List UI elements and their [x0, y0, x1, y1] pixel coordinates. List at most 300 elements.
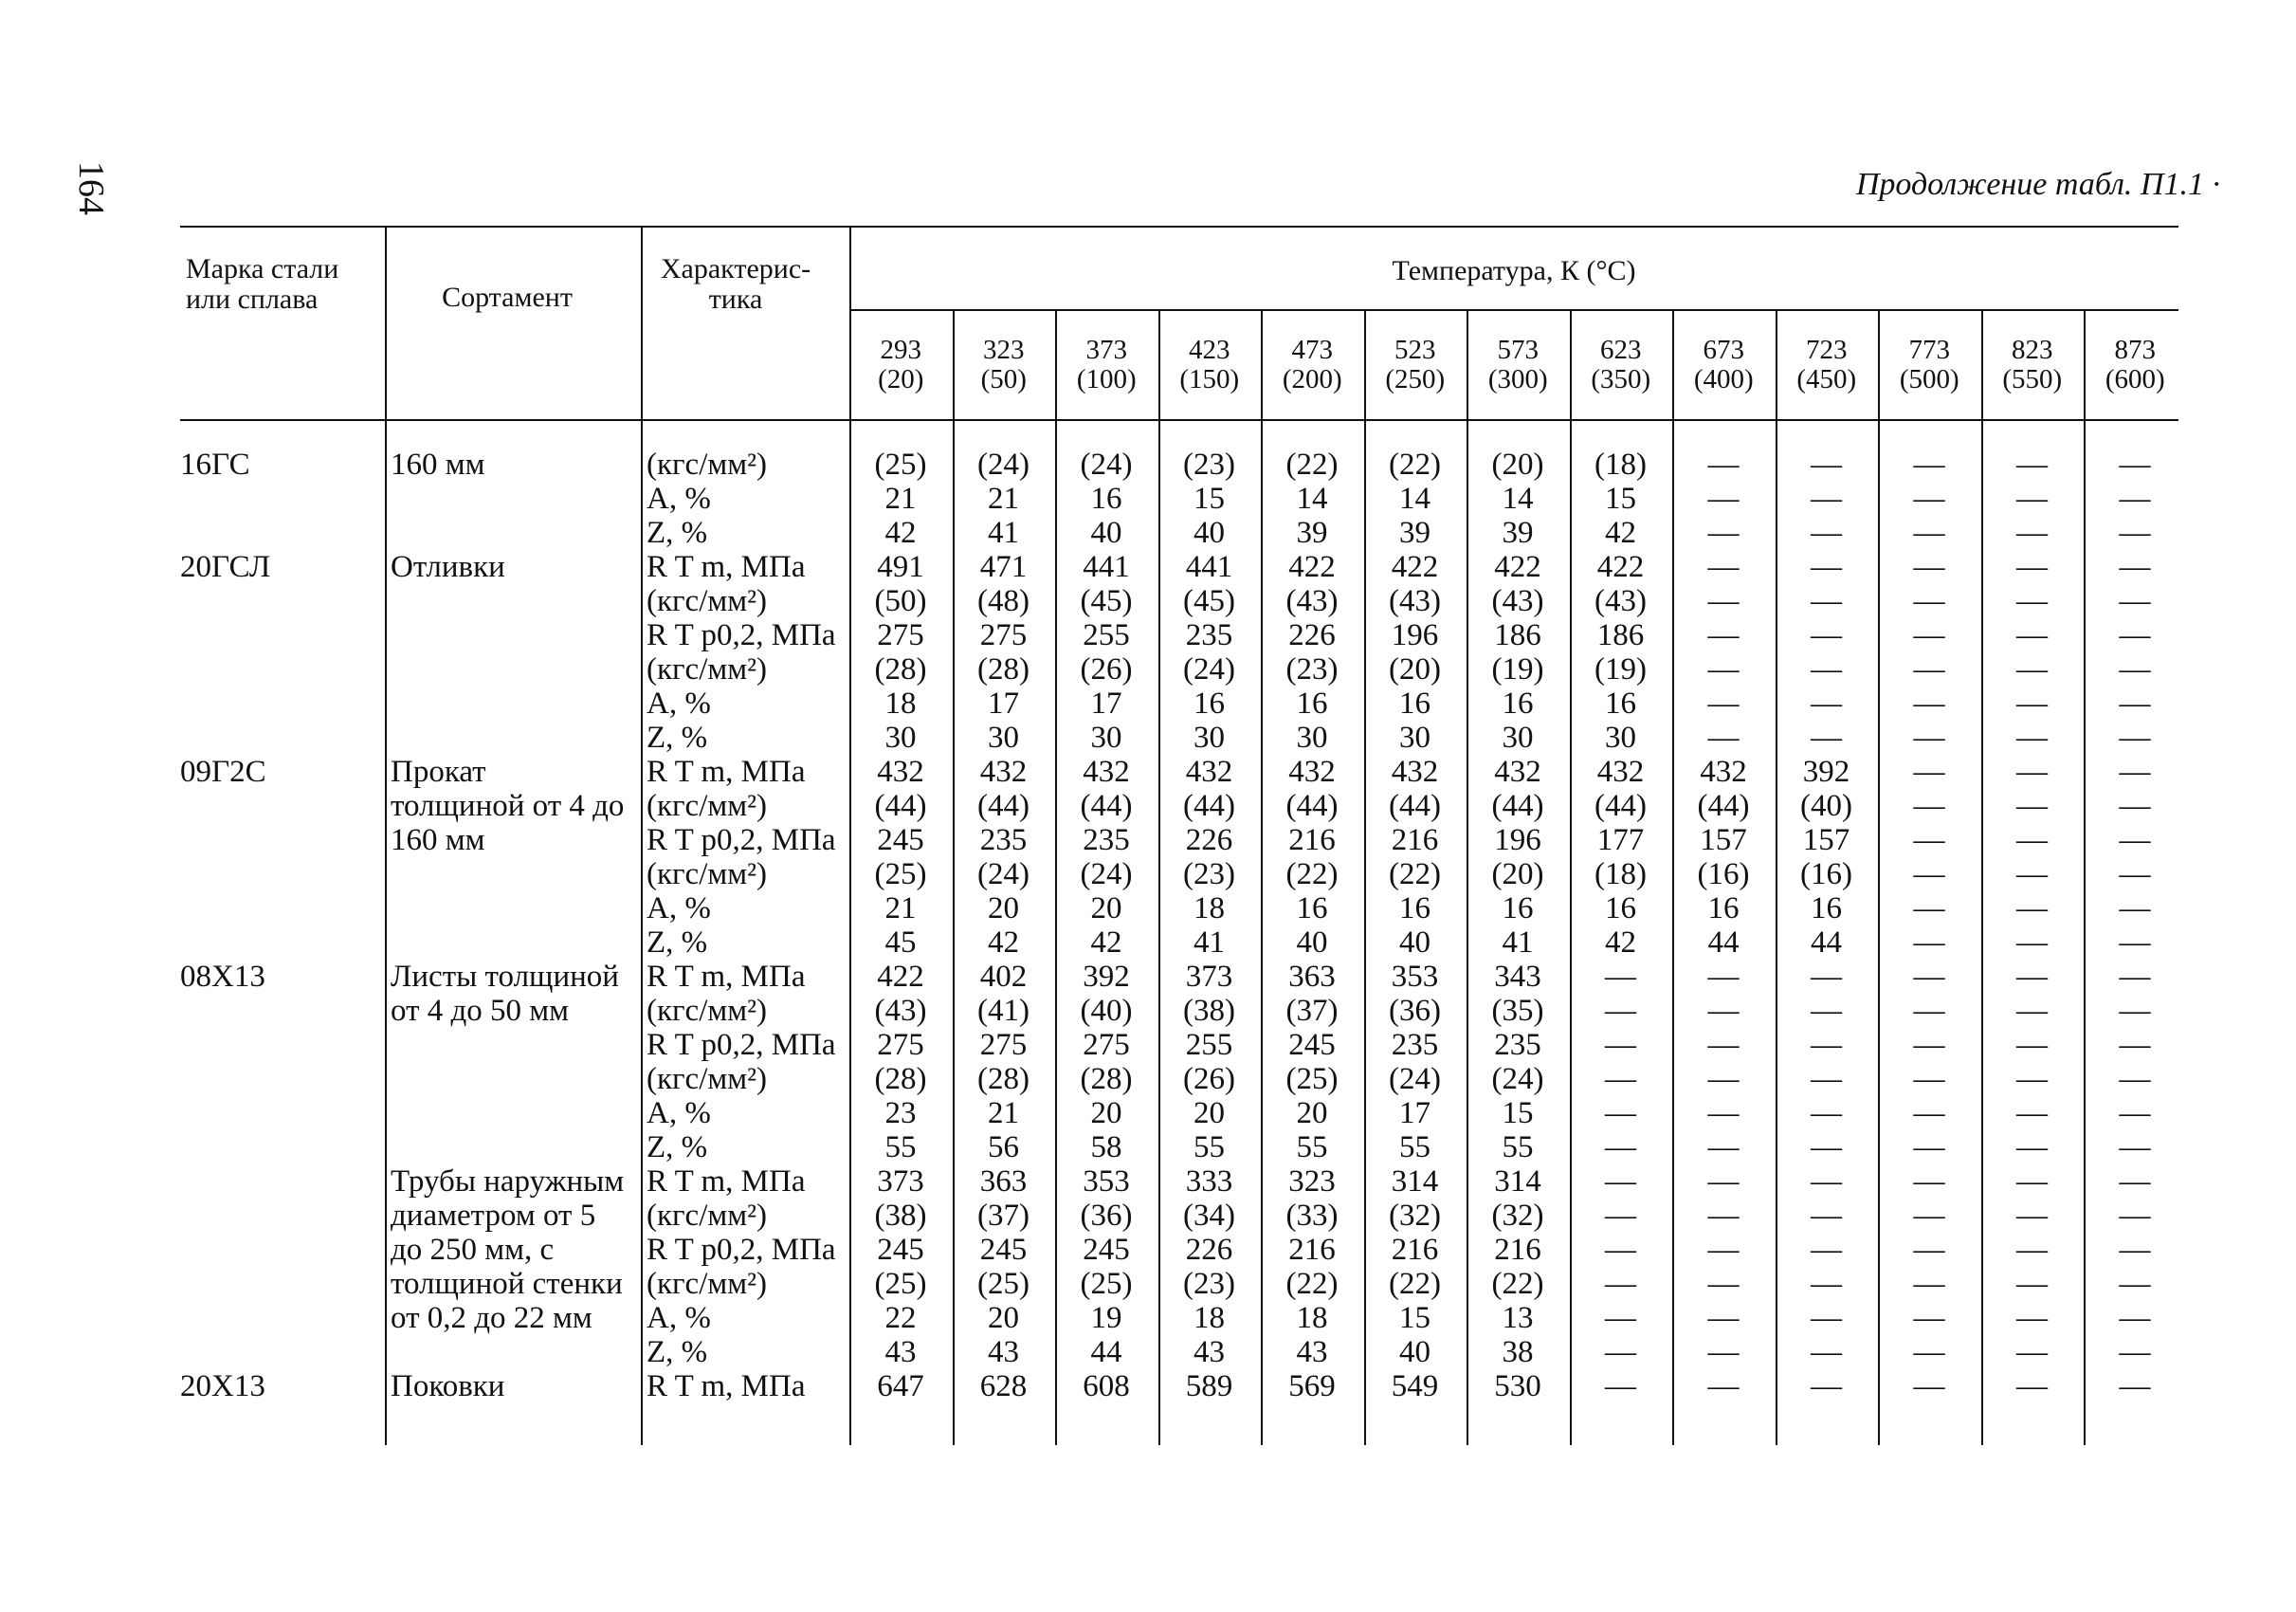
table-cell-value: (32)	[1389, 1199, 1441, 1233]
table-cell-value: (22)	[1285, 857, 1339, 891]
table-cell-value: —	[1811, 687, 1842, 721]
table-cell-value: 15	[1502, 1096, 1534, 1130]
table-cell-value: —	[2016, 721, 2048, 755]
table-cell-value: 44	[1811, 925, 1842, 960]
table-cell-value: —	[1913, 652, 1945, 687]
table-cell-value: 216	[1288, 823, 1336, 857]
temperature-kelvin: 523	[1394, 335, 1436, 365]
table-cell-value: (25)	[874, 1267, 927, 1301]
column-divider	[2084, 309, 2086, 1445]
table-cell-value: —	[2016, 994, 2048, 1028]
table-cell-value: —	[1913, 1335, 1945, 1369]
table-cell-value: —	[2119, 1028, 2151, 1062]
table-cell-value: —	[1811, 1164, 1842, 1199]
table-cell-value: 16	[1090, 482, 1122, 516]
table-cell-value: 16	[1605, 891, 1636, 925]
characteristic: Z, %	[647, 1335, 708, 1369]
temperature-kelvin: 673	[1703, 335, 1744, 365]
table-cell-value: —	[2016, 516, 2048, 550]
table-cell-value: (24)	[1389, 1062, 1441, 1096]
table-cell-value: (20)	[1491, 448, 1544, 482]
table-cell-value: 432	[1391, 755, 1439, 789]
table-cell-value: —	[1811, 1199, 1842, 1233]
table-cell-value: 235	[1391, 1028, 1439, 1062]
table-cell-value: 41	[1502, 925, 1534, 960]
characteristic: R T m, МПа	[647, 550, 806, 584]
table-cell-value: 40	[1090, 516, 1122, 550]
table-cell-value: (37)	[1285, 994, 1339, 1028]
table-cell-value: 628	[979, 1369, 1028, 1403]
table-cell-value: —	[1913, 1130, 1945, 1164]
table-cell-value: 30	[1090, 721, 1122, 755]
table-cell-value: 40	[1296, 925, 1328, 960]
table-cell-value: (23)	[1183, 448, 1235, 482]
table-cell-value: —	[1605, 1233, 1636, 1267]
table-cell-value: —	[2016, 1369, 2048, 1403]
characteristic: Z, %	[647, 516, 708, 550]
column-divider	[1261, 309, 1263, 1445]
table-cell-value: (44)	[1285, 789, 1339, 823]
table-cell-value: 42	[988, 925, 1019, 960]
temperature-celsius: (550)	[2002, 364, 2063, 394]
table-cell-value: —	[2119, 618, 2151, 652]
table-cell-value: 42	[1090, 925, 1122, 960]
table-cell-value: 39	[1399, 516, 1430, 550]
table-cell-value: 40	[1194, 516, 1225, 550]
table-cell-value: 196	[1494, 823, 1541, 857]
characteristic: A, %	[647, 482, 711, 516]
table-cell-value: 226	[1185, 823, 1233, 857]
table-cell-value: —	[2119, 482, 2151, 516]
temperature-column-header	[2084, 336, 2187, 394]
assortment: Прокат толщиной от 4 до 160 мм	[391, 755, 625, 857]
table-cell-value: (16)	[1697, 857, 1750, 891]
table-cell-value: —	[1605, 1130, 1636, 1164]
table-cell-value: —	[1605, 1199, 1636, 1233]
table-cell-value: 16	[1811, 891, 1842, 925]
table-cell-value: 226	[1288, 618, 1336, 652]
table-cell-value: (25)	[874, 857, 927, 891]
temperature-celsius: (100)	[1076, 364, 1137, 394]
characteristic: R T p0,2, МПа	[647, 618, 836, 652]
table-cell-value: —	[2119, 925, 2151, 960]
table-cell-value: (24)	[1080, 448, 1133, 482]
table-cell-value: —	[1811, 1096, 1842, 1130]
table-cell-value: —	[2016, 960, 2048, 994]
table-cell-value: (24)	[977, 448, 1030, 482]
characteristic: A, %	[647, 1096, 711, 1130]
temperature-kelvin: 293	[880, 335, 921, 365]
table-cell-value: 55	[1296, 1130, 1328, 1164]
characteristic: (кгс/мм²)	[647, 448, 768, 482]
table-cell-value: (40)	[1800, 789, 1852, 823]
characteristic: R T m, МПа	[647, 1164, 806, 1199]
table-cell-value: 40	[1399, 1335, 1430, 1369]
table-cell-value: (26)	[1080, 652, 1133, 687]
table-cell-value: —	[2016, 482, 2048, 516]
table-cell-value: 44	[1090, 1335, 1122, 1369]
temperature-column-header	[953, 336, 1056, 394]
table-cell-value: —	[1605, 1164, 1636, 1199]
table-cell-value: 16	[1399, 891, 1430, 925]
characteristic: R T p0,2, МПа	[647, 823, 836, 857]
table-cell-value: —	[1707, 584, 1740, 618]
table-cell-value: 18	[1296, 1301, 1328, 1335]
table-cell-value: 245	[979, 1233, 1028, 1267]
table-cell-value: (25)	[1285, 1062, 1339, 1096]
table-cell-value: (24)	[1080, 857, 1133, 891]
table-cell-value: 18	[1194, 891, 1225, 925]
table-cell-value: —	[1913, 960, 1945, 994]
characteristic: R T p0,2, МПа	[647, 1233, 836, 1267]
table-cell-value: 19	[1090, 1301, 1122, 1335]
table-cell-value: (32)	[1491, 1199, 1544, 1233]
characteristic: A, %	[647, 1301, 711, 1335]
table-cell-value: —	[1811, 448, 1842, 482]
temperature-celsius: (300)	[1487, 364, 1548, 394]
table-cell-value: —	[1913, 994, 1945, 1028]
table-cell-value: (22)	[1389, 1267, 1441, 1301]
assortment: Листы толщиной от 4 до 50 мм	[391, 960, 619, 1028]
temperature-column-header	[1672, 336, 1776, 394]
table-cell-value: 432	[979, 755, 1028, 789]
table-cell-value: —	[2016, 448, 2048, 482]
table-cell-value: —	[1707, 1096, 1740, 1130]
table-cell-value: 177	[1596, 823, 1645, 857]
temperature-column-header	[1364, 336, 1467, 394]
table-cell-value: 21	[884, 891, 917, 925]
table-cell-value: —	[1913, 891, 1945, 925]
table-cell-value: (44)	[1594, 789, 1647, 823]
table-cell-value: —	[2016, 1233, 2048, 1267]
table-cell-value: (43)	[874, 994, 927, 1028]
table-cell-value: 41	[1194, 925, 1225, 960]
header-temperature: Температура, К (°С)	[1392, 255, 1636, 286]
characteristic: (кгс/мм²)	[647, 1062, 768, 1096]
table-cell-value: (44)	[1080, 789, 1133, 823]
table-cell-value: 647	[877, 1369, 924, 1403]
table-cell-value: —	[1605, 1096, 1636, 1130]
table-cell-value: —	[1811, 584, 1842, 618]
table-cell-value: 353	[1391, 960, 1439, 994]
table-cell-value: 432	[1494, 755, 1541, 789]
table-cell-value: —	[2016, 1267, 2048, 1301]
table-cell-value: (22)	[1285, 1267, 1339, 1301]
table-cell-value: 15	[1399, 1301, 1430, 1335]
table-cell-value: —	[1707, 1267, 1740, 1301]
table-cell-value: 15	[1194, 482, 1225, 516]
table-cell-value: 43	[884, 1335, 917, 1369]
table-cell-value: —	[2016, 584, 2048, 618]
table-cell-value: 235	[979, 823, 1028, 857]
table-cell-value: (44)	[1491, 789, 1544, 823]
table-cell-value: 30	[988, 721, 1019, 755]
temperature-kelvin: 473	[1291, 335, 1333, 365]
table-cell-value: 42	[1605, 516, 1636, 550]
characteristic: Z, %	[647, 1130, 708, 1164]
column-divider	[1981, 309, 1983, 1445]
table-cell-value: 432	[1083, 755, 1130, 789]
column-divider	[1776, 309, 1777, 1445]
table-cell-value: 441	[1185, 550, 1233, 584]
table-cell-value: —	[2119, 857, 2151, 891]
table-cell-value: 275	[979, 618, 1028, 652]
table-cell-value: —	[2119, 1301, 2151, 1335]
table-cell-value: 40	[1399, 925, 1430, 960]
table-cell-value: 245	[1288, 1028, 1336, 1062]
temperature-column-header	[1570, 336, 1673, 394]
table-cell-value: (16)	[1800, 857, 1852, 891]
table-cell-value: —	[1811, 1335, 1842, 1369]
table-cell-value: —	[2119, 550, 2151, 584]
properties-table	[180, 226, 2178, 1445]
table-cell-value: (24)	[1183, 652, 1235, 687]
temperature-kelvin: 423	[1189, 335, 1230, 365]
table-cell-value: (23)	[1183, 857, 1235, 891]
table-cell-value: (24)	[1491, 1062, 1544, 1096]
table-cell-value: —	[2119, 789, 2151, 823]
table-cell-value: 21	[884, 482, 917, 516]
table-cell-value: 42	[1605, 925, 1636, 960]
table-cell-value: —	[2119, 1164, 2151, 1199]
assortment: Трубы наружным диаметром от 5 до 250 мм, с толщиной стенки от 0,2 до 22 мм	[391, 1164, 625, 1335]
table-cell-value: 43	[1194, 1335, 1225, 1369]
table-cell-value: 353	[1083, 1164, 1130, 1199]
table-cell-value: 17	[988, 687, 1019, 721]
table-cell-value: 569	[1288, 1369, 1336, 1403]
table-cell-value: (43)	[1491, 584, 1544, 618]
table-cell-value: 16	[1399, 687, 1430, 721]
table-cell-value: (24)	[977, 857, 1030, 891]
characteristic: A, %	[647, 687, 711, 721]
table-cell-value: (44)	[1697, 789, 1750, 823]
table-cell-value: —	[1707, 652, 1740, 687]
header-characteristic: Характерис-тика	[660, 253, 811, 315]
table-cell-value: 549	[1391, 1369, 1439, 1403]
table-cell-value: 23	[884, 1096, 917, 1130]
table-cell-value: —	[1707, 1062, 1740, 1096]
column-divider	[1364, 309, 1366, 1445]
temperature-column-header	[1776, 336, 1879, 394]
temperature-header-rule	[849, 309, 2178, 311]
characteristic: R T m, МПа	[647, 755, 806, 789]
table-cell-value: 530	[1494, 1369, 1541, 1403]
table-cell-value: 15	[1605, 482, 1636, 516]
table-cell-value: 16	[1296, 891, 1328, 925]
table-cell-value: 422	[877, 960, 924, 994]
table-cell-value: —	[2119, 652, 2151, 687]
table-cell-value: —	[1811, 1267, 1842, 1301]
temperature-kelvin: 873	[2114, 335, 2156, 365]
table-cell-value: 245	[877, 1233, 924, 1267]
table-cell-value: —	[1913, 584, 1945, 618]
table-cell-value: —	[2016, 891, 2048, 925]
table-cell-value: 196	[1391, 618, 1439, 652]
table-cell-value: 235	[1494, 1028, 1541, 1062]
table-cell-value: (26)	[1183, 1062, 1235, 1096]
table-cell-value: 20	[1194, 1096, 1225, 1130]
table-cell-value: (38)	[1183, 994, 1235, 1028]
temperature-kelvin: 623	[1600, 335, 1642, 365]
table-cell-value: —	[1707, 482, 1740, 516]
table-cell-value: 16	[1296, 687, 1328, 721]
table-cell-value: —	[1605, 1062, 1636, 1096]
table-cell-value: (20)	[1389, 652, 1441, 687]
table-cell-value: (43)	[1594, 584, 1647, 618]
table-cell-value: —	[2016, 618, 2048, 652]
steel-grade: 16ГС	[180, 448, 250, 482]
table-cell-value: 333	[1185, 1164, 1233, 1199]
temperature-celsius: (200)	[1282, 364, 1342, 394]
table-cell-value: 22	[884, 1301, 917, 1335]
table-cell-value: (19)	[1594, 652, 1647, 687]
table-cell-value: —	[2016, 550, 2048, 584]
table-cell-value: 17	[1399, 1096, 1430, 1130]
table-cell-value: 43	[988, 1335, 1019, 1369]
temperature-column-header	[1981, 336, 2085, 394]
table-cell-value: —	[1913, 1096, 1945, 1130]
table-cell-value: —	[1811, 550, 1842, 584]
column-divider	[1467, 309, 1468, 1445]
table-cell-value: (48)	[977, 584, 1030, 618]
table-cell-value: —	[2119, 823, 2151, 857]
table-cell-value: 323	[1288, 1164, 1336, 1199]
table-cell-value: —	[2016, 1028, 2048, 1062]
table-cell-value: (35)	[1491, 994, 1544, 1028]
table-cell-value: 422	[1391, 550, 1439, 584]
table-cell-value: 55	[1194, 1130, 1225, 1164]
table-cell-value: —	[1913, 1233, 1945, 1267]
table-cell-value: 314	[1391, 1164, 1439, 1199]
table-cell-value: —	[2119, 1130, 2151, 1164]
table-cell-value: —	[2119, 1062, 2151, 1096]
temperature-kelvin: 773	[1908, 335, 1950, 365]
table-cell-value: 30	[1194, 721, 1225, 755]
table-cell-value: —	[1605, 1335, 1636, 1369]
temperature-kelvin: 723	[1806, 335, 1848, 365]
page-number: 164	[71, 161, 111, 215]
table-cell-value: —	[2119, 687, 2151, 721]
table-cell-value: 471	[979, 550, 1028, 584]
table-cell-value: —	[2016, 687, 2048, 721]
table-cell-value: 432	[1700, 755, 1747, 789]
table-cell-value: —	[1913, 618, 1945, 652]
table-cell-value: 422	[1288, 550, 1336, 584]
table-cell-value: —	[1707, 960, 1740, 994]
table-cell-value: —	[1707, 1130, 1740, 1164]
table-cell-value: (23)	[1183, 1267, 1235, 1301]
table-cell-value: (44)	[1183, 789, 1235, 823]
table-cell-value: 45	[884, 925, 917, 960]
table-cell-value: —	[1913, 448, 1945, 482]
table-cell-value: 373	[1185, 960, 1233, 994]
table-cell-value: 30	[1399, 721, 1430, 755]
table-cell-value: —	[1707, 550, 1740, 584]
table-cell-value: —	[1913, 1028, 1945, 1062]
column-divider	[1878, 309, 1880, 1445]
table-cell-value: —	[2119, 1369, 2151, 1403]
table-cell-value: —	[2119, 1267, 2151, 1301]
table-cell-value: —	[1811, 618, 1842, 652]
temperature-kelvin: 323	[983, 335, 1025, 365]
table-cell-value: (36)	[1389, 994, 1441, 1028]
table-cell-value: 17	[1090, 687, 1122, 721]
characteristic: R T m, МПа	[647, 1369, 806, 1403]
table-cell-value: (45)	[1080, 584, 1133, 618]
table-cell-value: —	[1707, 1233, 1740, 1267]
table-cell-value: (28)	[977, 1062, 1030, 1096]
temperature-celsius: (150)	[1179, 364, 1240, 394]
table-cell-value: (45)	[1183, 584, 1235, 618]
table-cell-value: —	[2016, 1335, 2048, 1369]
table-cell-value: 30	[884, 721, 917, 755]
table-cell-value: —	[2119, 1335, 2151, 1369]
table-cell-value: —	[1707, 994, 1740, 1028]
temperature-celsius: (500)	[1899, 364, 1959, 394]
temperature-column-header	[849, 336, 953, 394]
table-cell-value: —	[1811, 482, 1842, 516]
table-cell-value: —	[1913, 1369, 1945, 1403]
table-cell-value: 39	[1502, 516, 1534, 550]
assortment: Поковки	[391, 1369, 505, 1403]
table-cell-value: 363	[1288, 960, 1336, 994]
temperature-kelvin: 573	[1497, 335, 1539, 365]
table-cell-value: —	[1707, 1369, 1740, 1403]
table-cell-value: 216	[1391, 1233, 1439, 1267]
table-cell-value: —	[1913, 1301, 1945, 1335]
table-top-rule	[180, 226, 2178, 228]
table-cell-value: —	[1913, 1164, 1945, 1199]
table-cell-value: —	[2016, 1199, 2048, 1233]
table-cell-value: (44)	[977, 789, 1030, 823]
table-cell-value: 157	[1700, 823, 1747, 857]
table-cell-value: —	[1913, 687, 1945, 721]
table-cell-value: 38	[1502, 1335, 1534, 1369]
table-cell-value: 20	[1296, 1096, 1328, 1130]
table-cell-value: 18	[1194, 1301, 1225, 1335]
table-cell-value: (18)	[1594, 448, 1647, 482]
table-cell-value: (25)	[977, 1267, 1030, 1301]
temperature-column-header	[1055, 336, 1158, 394]
table-cell-value: (19)	[1491, 652, 1544, 687]
column-divider	[1158, 309, 1160, 1445]
table-cell-value: 16	[1605, 687, 1636, 721]
temperature-celsius: (600)	[2105, 364, 2165, 394]
table-cell-value: —	[1913, 857, 1945, 891]
table-cell-value: —	[1707, 1199, 1740, 1233]
table-cell-value: 16	[1707, 891, 1740, 925]
table-cell-value: 21	[988, 1096, 1019, 1130]
table-cell-value: —	[2016, 1062, 2048, 1096]
table-cell-value: 55	[1502, 1130, 1534, 1164]
table-cell-value: 589	[1185, 1369, 1233, 1403]
table-cell-value: (37)	[977, 1199, 1030, 1233]
column-divider	[849, 226, 851, 1445]
table-cell-value: (28)	[1080, 1062, 1133, 1096]
table-cell-value: 441	[1083, 550, 1130, 584]
table-cell-value: 255	[1185, 1028, 1233, 1062]
header-grade: Марка стали или сплава	[186, 253, 339, 315]
table-cell-value: 20	[988, 891, 1019, 925]
table-cell-value: —	[2119, 891, 2151, 925]
table-cell-value: 422	[1494, 550, 1541, 584]
table-cell-value: 245	[1083, 1233, 1130, 1267]
table-cell-value: (33)	[1285, 1199, 1339, 1233]
table-cell-value: (22)	[1389, 857, 1441, 891]
table-cell-value: 20	[988, 1301, 1019, 1335]
table-cell-value: —	[1605, 960, 1636, 994]
table-cell-value: —	[1707, 721, 1740, 755]
